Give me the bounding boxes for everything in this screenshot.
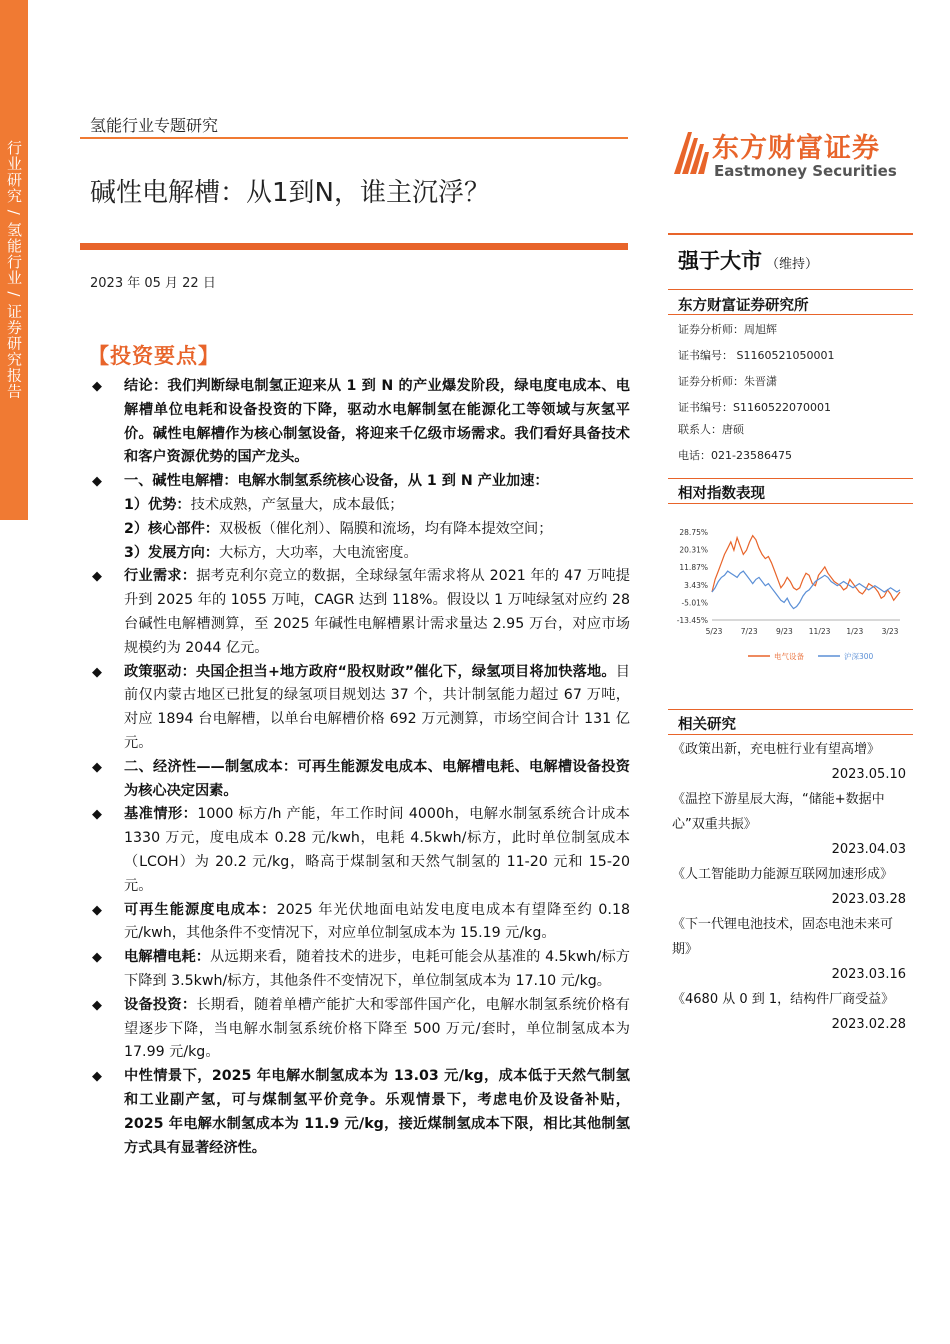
y-tick-label: 20.31% <box>679 545 708 555</box>
header-rule <box>80 137 628 139</box>
x-tick-label: 3/23 <box>881 627 899 636</box>
analyst-line: 证券分析师：朱晋潇 <box>678 375 777 388</box>
chart-rule-bottom <box>668 503 913 504</box>
brand-logo <box>668 124 908 184</box>
series-line-沪深300 <box>712 571 900 609</box>
legend-label: 电气设备 <box>774 652 804 661</box>
report-date: 2023 年 05 月 22 日 <box>90 276 216 291</box>
related-date: 2023.04.03 <box>831 842 906 857</box>
paragraph: ◆ 结论：我们判断绿电制氢正迎来从 1 到 N 的产业爆发阶段，绿电度电成本、电解槽单位电耗和设备投资的下降，驱动水电解制氢在能源化工等领域与灰氢平价。碱性电解槽作为核心制氢设备，将迎来千亿级市场需求。我们看好具备技术和客户资源优势的国产龙头。 <box>90 375 630 470</box>
brand-name-en: Eastmoney Securities <box>714 162 897 180</box>
rating-rule <box>668 233 913 235</box>
series-line-电气设备 <box>712 536 900 601</box>
y-tick-label: 28.75% <box>679 528 708 537</box>
related-date: 2023.05.10 <box>831 767 906 782</box>
x-tick-label: 7/23 <box>740 627 758 636</box>
x-tick-label: 1/23 <box>846 627 864 636</box>
related-item[interactable]: 《人工智能助力能源互联网加速形成》 <box>672 867 894 882</box>
institute-rule <box>668 289 913 290</box>
investment-heading: 【投资要点】 <box>88 344 220 368</box>
phone-line: 电话：021-23586475 <box>678 449 792 462</box>
contact-line: 联系人：唐硕 <box>678 423 744 436</box>
related-rule <box>668 709 913 710</box>
paragraph: ◆ 设备投资：长期看，随着单槽产能扩大和零部件国产化，电解水制氢系统价格有望逐步下降，当电解水制氢系统价格下降至 500 万元/套时，单位制氢成本为 17.99 元/kg。 <box>90 994 630 1065</box>
relative-index-chart <box>668 520 913 670</box>
paragraph: ◆ 电解槽电耗：从远期来看，随着技术的进步，电耗可能会从基准的 4.5kwh/标方下降到 3.5kwh/标方，其他条件不变情况下，单位制氢成本为 17.10 元/kg。 <box>90 946 630 994</box>
related-item[interactable]: 《政策出新，充电桩行业有望高增》 <box>672 742 881 757</box>
cert-line: 证书编号：S1160522070001 <box>678 401 831 414</box>
institute-rule-bottom <box>668 314 913 315</box>
related-rule-bottom <box>668 734 913 735</box>
paragraph: ◆ 可再生能源度电成本：2025 年光伏地面电站发电度电成本有望降至约 0.18 元/kwh，其他条件不变情况下，对应单位制氢成本为 15.19 元/kg。 <box>90 899 630 947</box>
related-date: 2023.03.16 <box>831 967 906 982</box>
x-tick-label: 9/23 <box>775 627 793 636</box>
brand-name-cn: 东方财富证券 <box>712 133 880 164</box>
y-tick-label: -13.45% <box>676 616 708 625</box>
page-title: 碱性电解槽：从1到N，谁主沉浮？ <box>90 178 490 208</box>
paragraph: ◆ 中性情景下，2025 年电解水制氢成本为 13.03 元/kg，成本低于天然气制氢和工业副产氢，可与煤制氢平价竞争。乐观情景下，考虑电价及设备补贴，2025 年电解水制氢成本为 11.9 元/kg，接近煤制氢成本下限，相比其他制氢方式具有显著经济性。 <box>90 1065 630 1160</box>
y-tick-label: 3.43% <box>684 580 708 590</box>
related-item[interactable]: 《4680 从 0 到 1，结构件厂商受益》 <box>672 992 895 1007</box>
y-tick-label: 11.87% <box>679 563 708 573</box>
related-item[interactable]: 《下一代锂电池技术，固态电池未来可期》 <box>672 917 894 957</box>
legend-label: 沪深300 <box>844 652 874 661</box>
paragraph: ◆ 一、碱性电解槽：电解水制氢系统核心设备，从 1 到 N 产业加速： <box>90 470 630 494</box>
sidebar <box>0 0 28 1344</box>
related-item[interactable]: 《温控下游星辰大海，“储能+数据中心”双重共振》 <box>672 792 885 832</box>
paragraph: ◆ 行业需求：据考克利尔竞立的数据，全球绿氢年需求将从 2021 年的 47 万吨提升到 2025 年的 1055 万吨，CAGR 达到 118%。假设以 1 万吨绿氢对应约 28 台碱性电解槽测算，至 2025 年碱性电解槽累计需求量达 2.95 万台，对应市场规模约为 2044 亿元。 <box>90 565 630 660</box>
y-tick-label: -5.01% <box>681 598 708 608</box>
paragraph: ◆ 基准情形：1000 标方/h 产能，年工作时间 4000h，电解水制氢系统合计成本 1330 万元，度电成本 0.28 元/kwh，电耗 4.5kwh/标方，此时单位制氢成本（LCOH）为 20.2 元/kg，略高于煤制氢和天然气制氢的 11-20 元和 15-20 元。 <box>90 803 630 898</box>
related-date: 2023.02.28 <box>831 1017 906 1032</box>
x-tick-label: 11/23 <box>808 627 831 636</box>
investment-body <box>90 375 630 1160</box>
related-date: 2023.03.28 <box>831 892 906 907</box>
paragraph: 2）核心部件：双极板（催化剂）、隔膜和流场，均有降本提效空间； <box>124 520 553 537</box>
flame-icon <box>668 126 710 178</box>
institute-name: 东方财富证券研究所 <box>678 298 809 314</box>
cert-line: 证书编号： S1160521050001 <box>678 349 835 362</box>
paragraph: ◆ 二、经济性——制氢成本：可再生能源发电成本、电解槽电耗、电解槽设备投资为核心决定因素。 <box>90 756 630 804</box>
related-title: 相关研究 <box>678 717 736 733</box>
related-list <box>672 737 912 1037</box>
report-category: 氢能行业专题研究 <box>90 116 219 135</box>
paragraph: ◆ 政策驱动：央国企担当+地方政府“股权财政”催化下，绿氢项目将加快落地。目前仅内蒙古地区已批复的绿氢项目规划达 37 个，共计制氢能力超过 67 万吨，对应 1894 台电解槽，以单台电解槽价格 692 万元测算，市场空间合计 131 亿元。 <box>90 661 630 756</box>
paragraph: 1）优势：技术成熟，产氢量大，成本最低； <box>124 496 404 513</box>
rating: 强于大市 （维持） <box>678 249 819 273</box>
title-bar <box>80 243 628 250</box>
chart-rule <box>668 478 913 479</box>
paragraph: 3）发展方向：大标方，大功率，大电流密度。 <box>124 544 418 561</box>
chart-section-title: 相对指数表现 <box>678 486 765 502</box>
x-tick-label: 5/23 <box>705 627 723 636</box>
sidebar-category-text: 行业研究 / 氢能行业 / 证券研究报告 <box>5 140 23 400</box>
analyst-line: 证券分析师：周旭辉 <box>678 323 777 336</box>
